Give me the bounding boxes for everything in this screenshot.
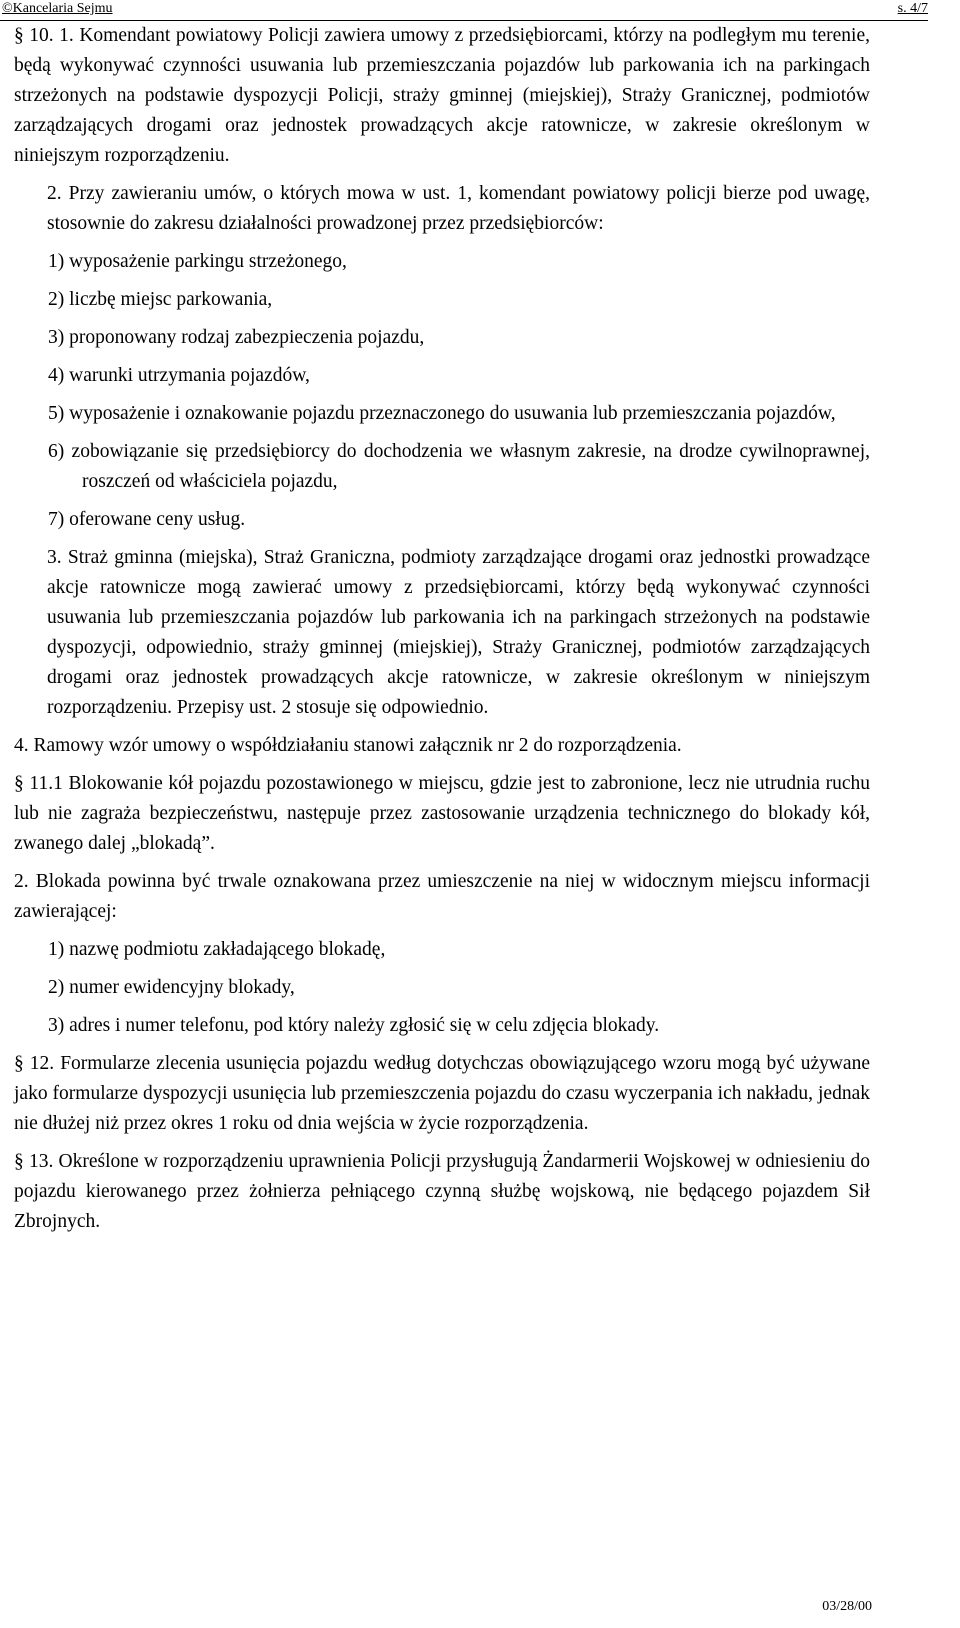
document-body — [14, 21, 870, 1245]
list-item: 1) wyposażenie parkingu strzeżonego, — [48, 251, 347, 272]
list-item: 7) oferowane ceny usług. — [48, 509, 246, 530]
copyright-label: ©Kancelaria Sejmu — [2, 1, 113, 16]
s10-paragraph-2: 2. Przy zawieraniu umów, o których mowa w ust. 1, komendant powiatowy policji bierze pod uwagę, stosownie do zakresu działalności prowadzonej przez przedsiębiorców: — [47, 183, 870, 234]
list-item: 3) adres i numer telefonu, pod który należy zgłosić się w celu zdjęcia blokady. — [48, 1015, 660, 1036]
s10-list — [14, 247, 870, 535]
list-item: 3) proponowany rodzaj zabezpieczenia pojazdu, — [48, 327, 425, 348]
list-item: 4) warunki utrzymania pojazdów, — [48, 365, 310, 386]
list-item: 2) numer ewidencyjny blokady, — [48, 977, 295, 998]
s12-paragraph: § 12. Formularze zlecenia usunięcia pojazdu według dotychczas obowiązującego wzoru mogą być używane jako formularze dyspozycji usunięcia lub przemieszczenia pojazdu do czasu wyczerpania ich nakładu, jednak nie dłużej niż przez okres 1 roku od dnia wejścia w życie rozporządzenia. — [14, 1053, 870, 1134]
s11-list — [14, 935, 870, 1041]
page-number: s. 4/7 — [897, 1, 928, 16]
s10-paragraph-3: 3. Straż gminna (miejska), Straż Graniczna, podmioty zarządzające drogami oraz jednostki prowadzące akcje ratownicze mogą zawierać umowy z przedsiębiorcami, którzy będą wykonywać czynności usuwania lub przemieszczania pojazdów lub parkowania ich na parkingach strzeżonych na podstawie dyspozycji, odpowiednio, straży gminnej (miejskiej), Straży Granicznej, podmiotów zarządzających drogami oraz jednostek prowadzących akcje ratownicze, w zakresie określonym w niniejszym rozporządzeniu. Przepisy ust. 2 stosuje się odpowiednio. — [47, 547, 870, 718]
list-item: 5) wyposażenie i oznakowanie pojazdu przeznaczonego do usuwania lub przemieszczania pojazdów, — [48, 403, 836, 424]
s11-paragraph-1: § 11.1 Blokowanie kół pojazdu pozostawionego w miejscu, gdzie jest to zabronione, lecz nie utrudnia ruchu lub nie zagraża bezpieczeństwu, następuje przez zastosowanie urządzenia technicznego do blokady kół, zwanego dalej „blokadą”. — [14, 773, 870, 854]
s10-paragraph-4: 4. Ramowy wzór umowy o współdziałaniu stanowi załącznik nr 2 do rozporządzenia. — [14, 735, 682, 756]
s11-paragraph-2: 2. Blokada powinna być trwale oznakowana przez umieszczenie na niej w widocznym miejscu informacji zawierającej: — [14, 871, 870, 922]
list-item: 6) zobowiązanie się przedsiębiorcy do dochodzenia we własnym zakresie, na drodze cywilnoprawnej, roszczeń od właściciela pojazdu, — [48, 441, 870, 492]
list-item: 2) liczbę miejsc parkowania, — [48, 289, 273, 310]
s13-paragraph: § 13. Określone w rozporządzeniu uprawnienia Policji przysługują Żandarmerii Wojskowej w odniesieniu do pojazdu kierowanego przez żołnierza pełniącego czynną służbę wojskową, nie będącego pojazdem Sił Zbrojnych. — [14, 1151, 870, 1232]
footer-date: 03/28/00 — [822, 1599, 872, 1614]
s10-paragraph-1: § 10. 1. Komendant powiatowy Policji zawiera umowy z przedsiębiorcami, którzy na podległym mu terenie, będą wykonywać czynności usuwania lub przemieszczania pojazdów lub parkowania ich na parkingach strzeżonych na podstawie dyspozycji Policji, straży gminnej (miejskiej), Straży Granicznej, podmiotów zarządzających drogami oraz jednostek prowadzących akcje ratownicze, w zakresie określonym w niniejszym rozporządzeniu. — [14, 25, 870, 166]
page-header — [0, 0, 928, 21]
list-item: 1) nazwę podmiotu zakładającego blokadę, — [48, 939, 386, 960]
